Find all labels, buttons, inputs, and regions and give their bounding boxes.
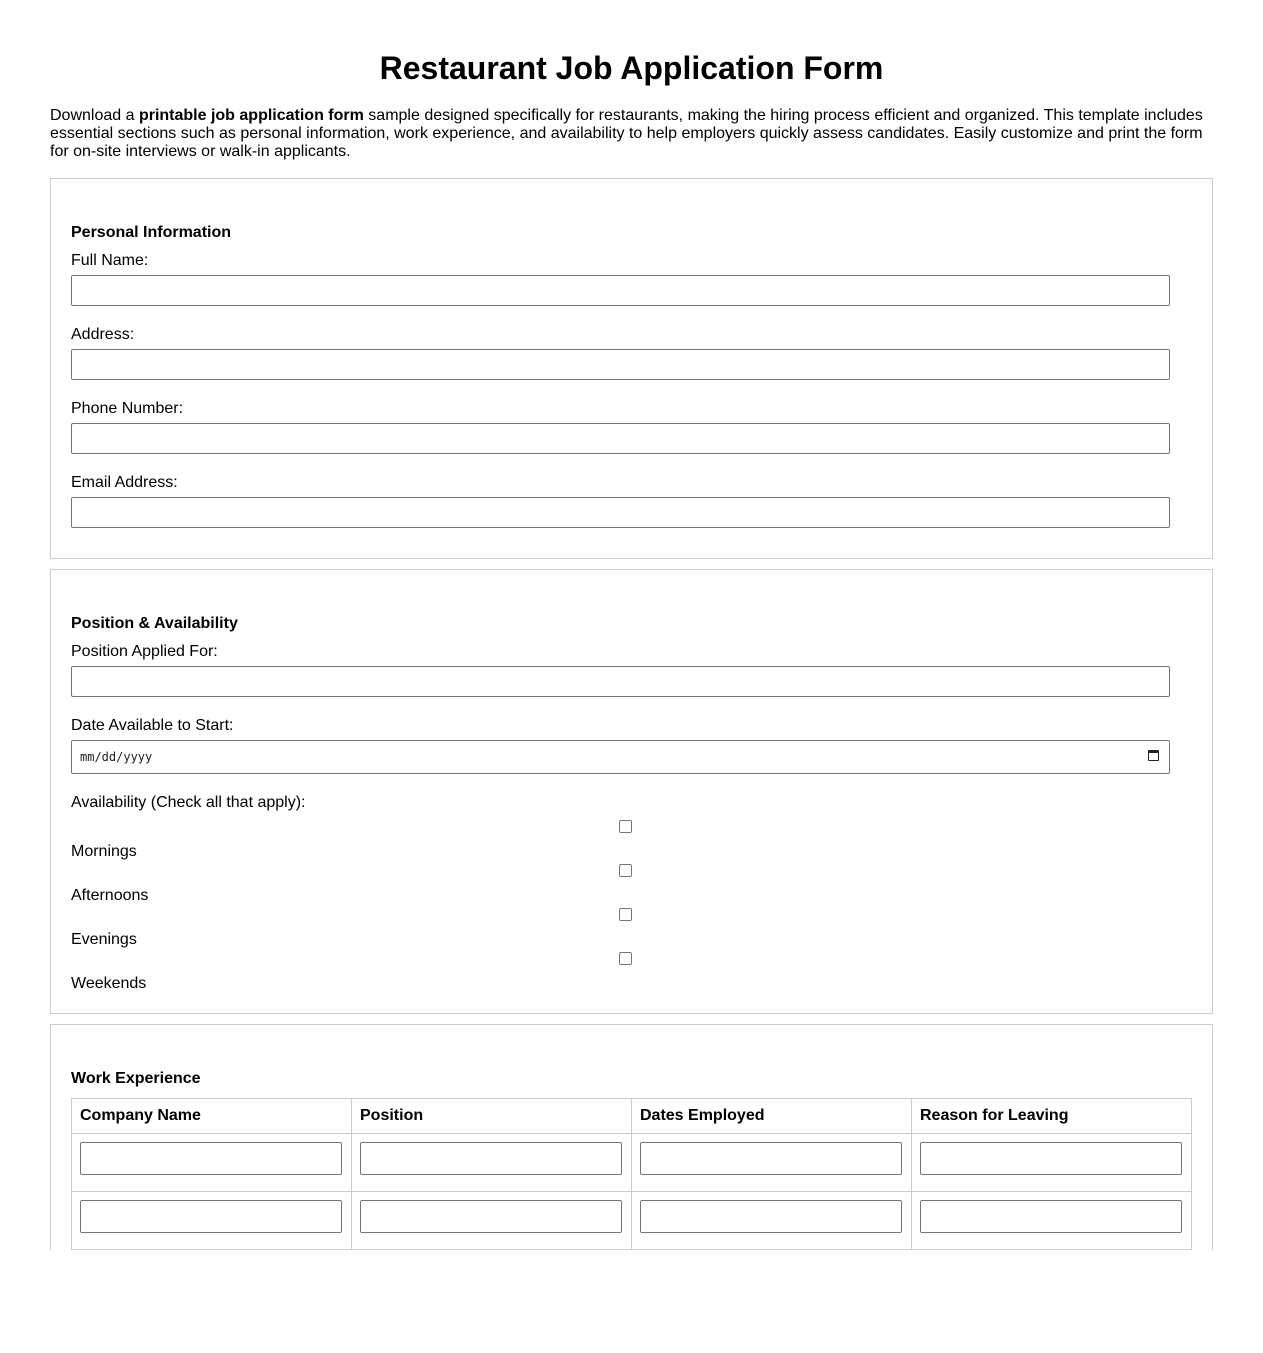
mornings-label: Mornings bbox=[71, 843, 137, 860]
address-label: Address: bbox=[71, 326, 135, 343]
company-name-input[interactable] bbox=[80, 1200, 342, 1233]
work-experience-section bbox=[50, 1024, 1213, 1250]
table-cell bbox=[72, 1192, 352, 1250]
full-name-label: Full Name: bbox=[71, 252, 149, 269]
dates-employed-input[interactable] bbox=[640, 1200, 902, 1233]
weekends-checkbox[interactable] bbox=[619, 952, 632, 965]
intro-text-start: Download a bbox=[50, 107, 139, 124]
table-cell bbox=[912, 1134, 1192, 1192]
column-dates-employed: Dates Employed bbox=[632, 1099, 912, 1134]
reason-for-leaving-input[interactable] bbox=[920, 1142, 1182, 1175]
evenings-label: Evenings bbox=[71, 931, 137, 948]
phone-number-input[interactable] bbox=[71, 423, 1170, 454]
address-input[interactable] bbox=[71, 349, 1170, 380]
evenings-checkbox[interactable] bbox=[619, 908, 632, 921]
table-cell bbox=[72, 1134, 352, 1192]
section-title: Personal Information bbox=[71, 224, 232, 241]
column-reason-for-leaving: Reason for Leaving bbox=[912, 1099, 1192, 1134]
position-applied-input[interactable] bbox=[71, 666, 1170, 697]
full-name-input[interactable] bbox=[71, 275, 1170, 306]
table-cell bbox=[632, 1192, 912, 1250]
personal-information-section bbox=[50, 178, 1213, 559]
phone-number-label: Phone Number: bbox=[71, 400, 184, 417]
email-address-input[interactable] bbox=[71, 497, 1170, 528]
table-row bbox=[72, 1192, 1192, 1250]
table-cell bbox=[912, 1192, 1192, 1250]
afternoons-label: Afternoons bbox=[71, 887, 149, 904]
availability-label: Availability (Check all that apply): bbox=[71, 794, 306, 811]
email-address-label: Email Address: bbox=[71, 474, 178, 491]
application-page bbox=[50, 0, 1213, 1250]
calendar-icon[interactable] bbox=[1148, 750, 1159, 761]
section-title: Work Experience bbox=[71, 1070, 201, 1087]
work-experience-table bbox=[71, 1098, 1192, 1250]
section-title: Position & Availability bbox=[71, 615, 238, 632]
table-cell bbox=[352, 1192, 632, 1250]
intro-paragraph bbox=[50, 107, 1213, 161]
company-name-input[interactable] bbox=[80, 1142, 342, 1175]
position-applied-label: Position Applied For: bbox=[71, 643, 218, 660]
dates-employed-input[interactable] bbox=[640, 1142, 902, 1175]
position-input[interactable] bbox=[360, 1200, 622, 1233]
afternoons-checkbox[interactable] bbox=[619, 864, 632, 877]
position-input[interactable] bbox=[360, 1142, 622, 1175]
column-company-name: Company Name bbox=[72, 1099, 352, 1134]
weekends-label: Weekends bbox=[71, 975, 147, 992]
column-position: Position bbox=[352, 1099, 632, 1134]
table-row bbox=[72, 1134, 1192, 1192]
intro-bold-text: printable job application form bbox=[138, 107, 364, 124]
position-availability-section bbox=[50, 569, 1213, 1014]
date-available-input[interactable] bbox=[71, 740, 1170, 774]
table-header-row bbox=[72, 1099, 1192, 1134]
intro-text-end: sample designed specifically for restaurants, making the hiring process efficient and organized. This template includes essential sections such as personal information, work experience, and availability to help employers quickly assess candidates. Easily customize and print the form for on-site interviews or walk-in applicants. bbox=[50, 107, 1203, 160]
date-available-label: Date Available to Start: bbox=[71, 717, 234, 734]
mornings-checkbox[interactable] bbox=[619, 820, 632, 833]
date-placeholder: mm/dd/yyyy bbox=[80, 750, 153, 764]
reason-for-leaving-input[interactable] bbox=[920, 1200, 1182, 1233]
table-cell bbox=[352, 1134, 632, 1192]
table-cell bbox=[632, 1134, 912, 1192]
page-title: Restaurant Job Application Form bbox=[379, 50, 884, 86]
